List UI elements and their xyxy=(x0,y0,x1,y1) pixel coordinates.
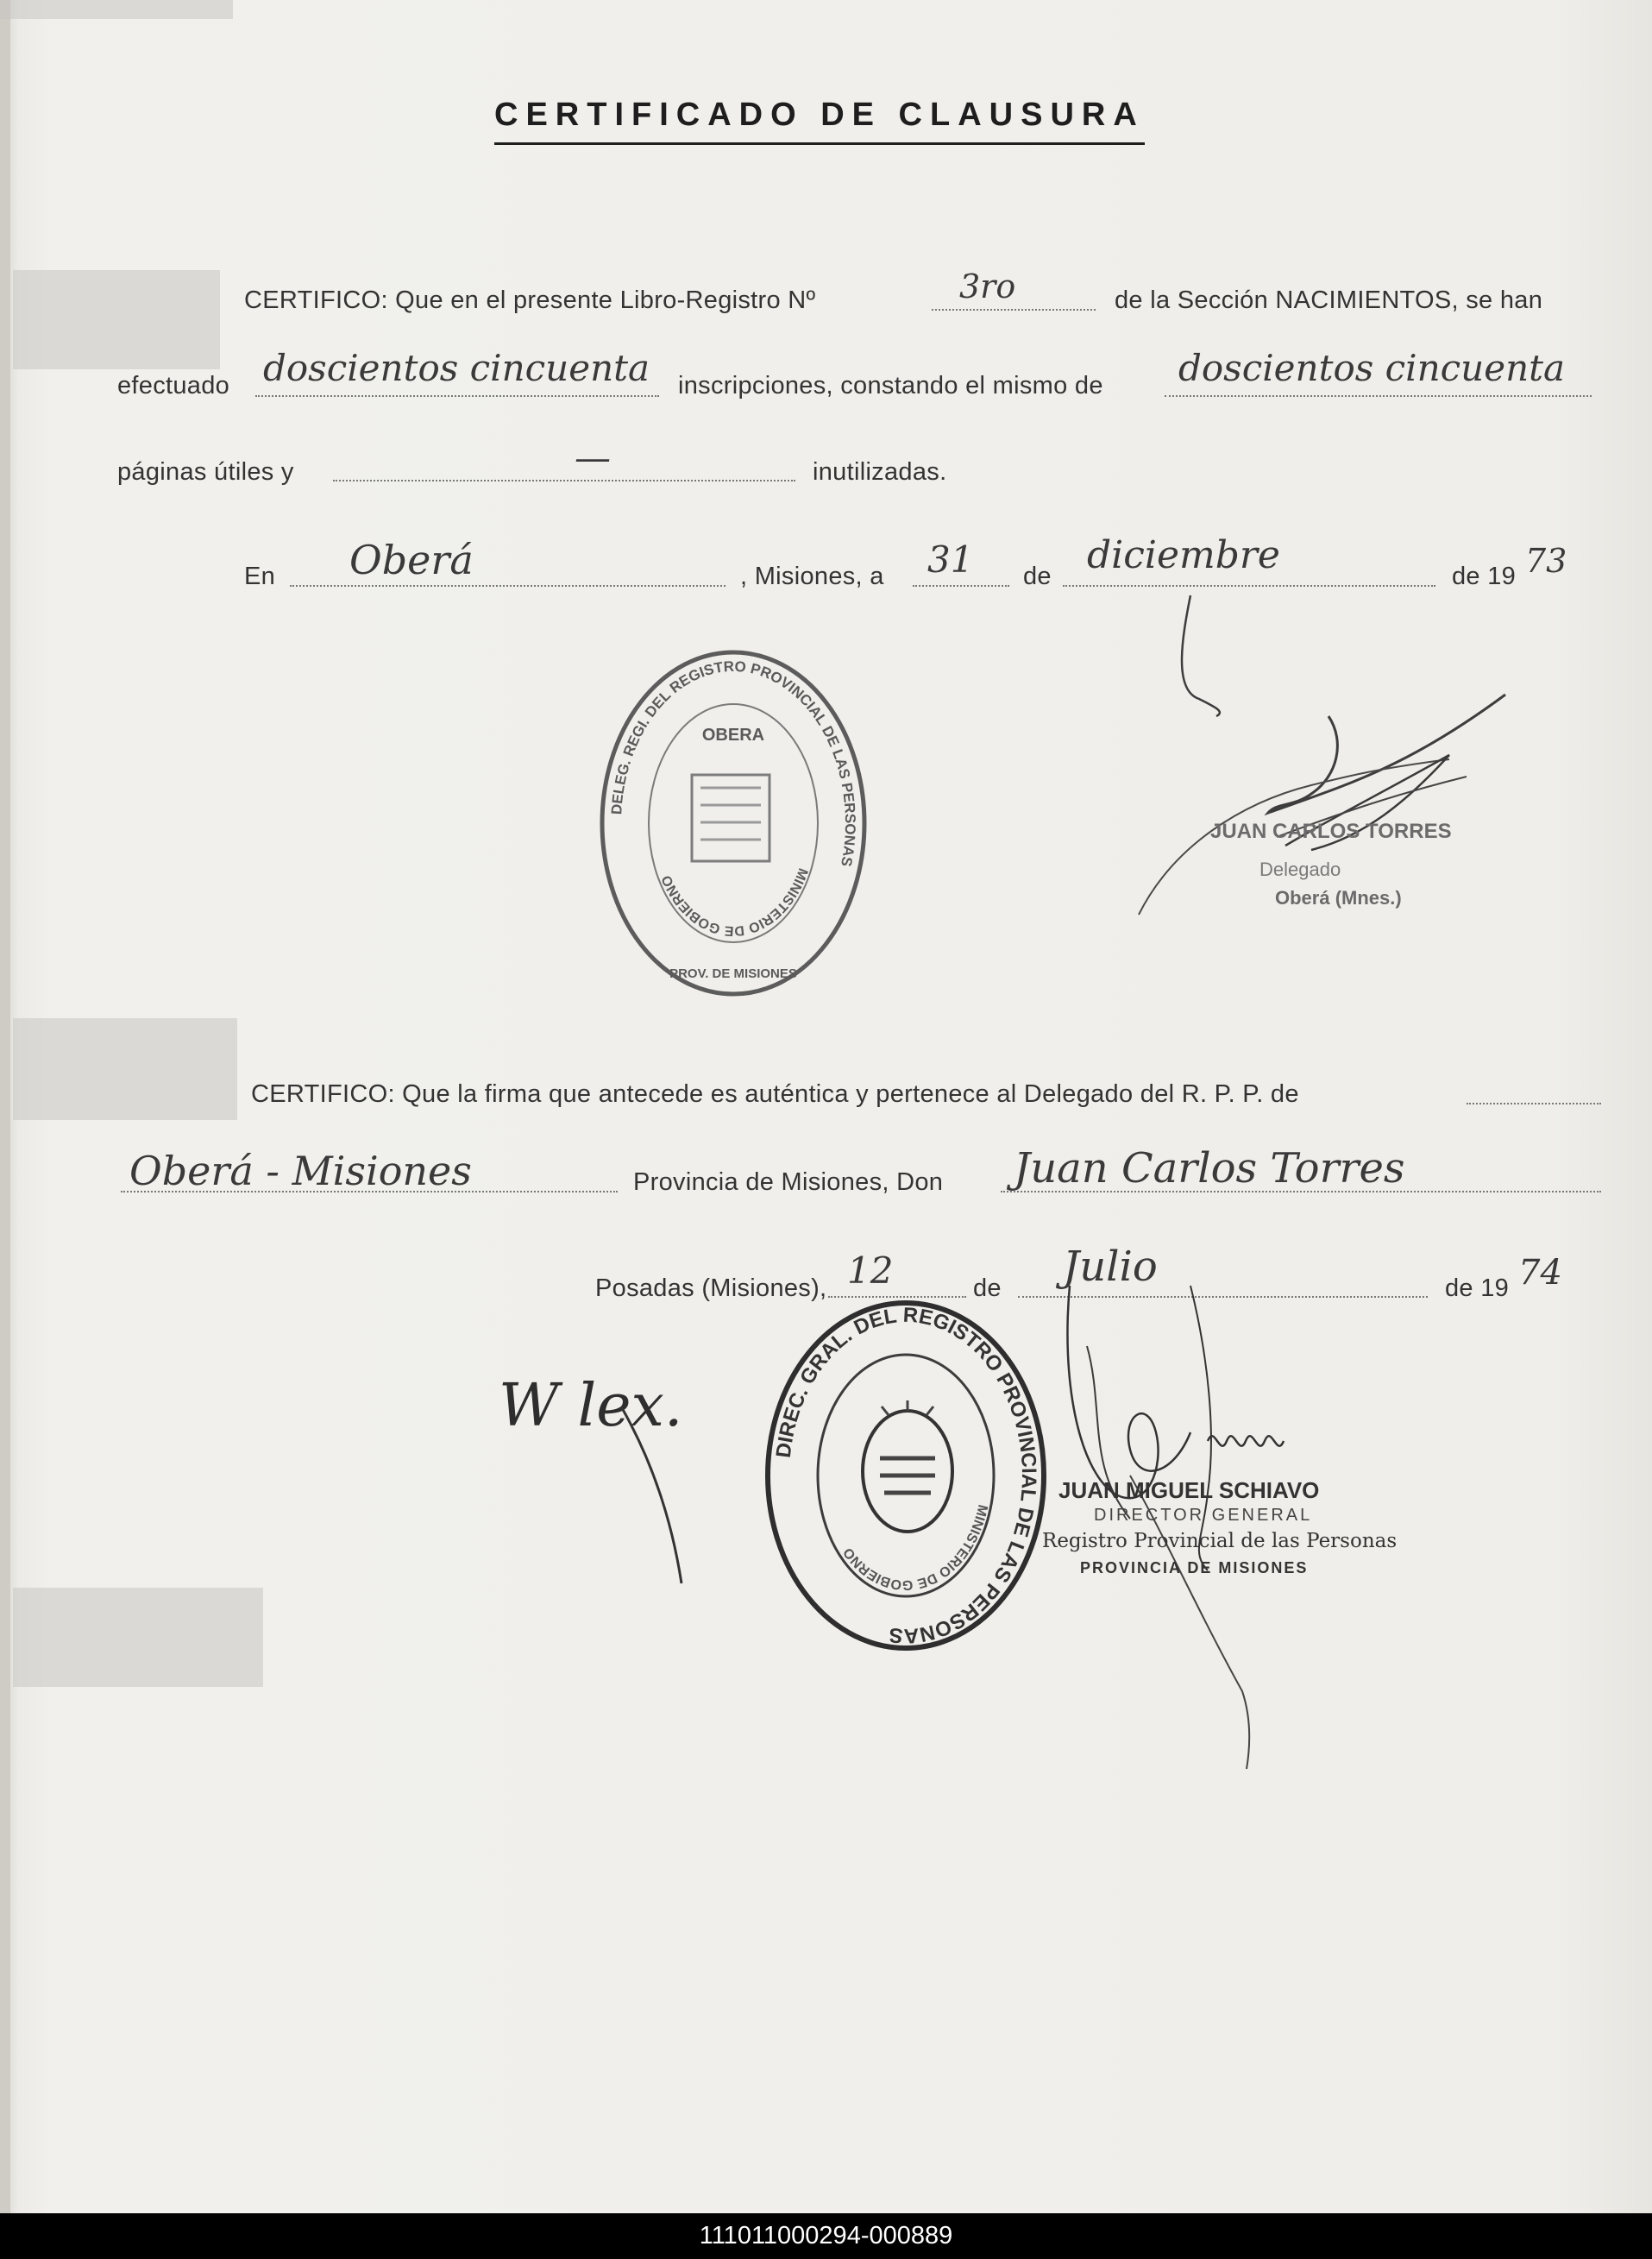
cert1-line3-a: páginas útiles y xyxy=(117,458,294,486)
signature1-role: Delegado xyxy=(1259,859,1341,880)
inutilizadas-written: — xyxy=(575,437,611,479)
cert2-de: de xyxy=(973,1274,1002,1302)
cert2-mes-written: Julio xyxy=(1063,1243,1158,1291)
cert2-dia-written: 12 xyxy=(847,1249,894,1292)
cert1-line3-b: inutilizadas. xyxy=(813,458,947,486)
footer-id-bar: 111011000294-000889 xyxy=(0,2213,1652,2259)
signature2-role: DIRECTOR GENERAL xyxy=(1094,1506,1313,1525)
libro-number: 3ro xyxy=(959,267,1016,305)
stamp1-outer-text: DELEG. REGI. DEL REGISTRO PROVINCIAL DE LAS PERSONAS xyxy=(608,658,859,868)
handwritten-annotation: W lex. xyxy=(499,1372,683,1440)
signature2-prov: PROVINCIA DE MISIONES xyxy=(1080,1559,1309,1576)
cert2-line2-mid: Provincia de Misiones, Don xyxy=(633,1168,944,1196)
cert1-line2-b: inscripciones, constando el mismo de xyxy=(678,372,1103,400)
cert2-year-written: 74 xyxy=(1518,1253,1562,1293)
cert1-misiones: , Misiones, a xyxy=(740,563,884,590)
stamp1-inner-text: MINISTERIO DE GOBIERNO xyxy=(659,865,811,939)
signature2-org: Registro Provincial de las Personas xyxy=(1042,1530,1398,1552)
dia-written: 31 xyxy=(927,538,974,581)
mes-written: diciembre xyxy=(1087,533,1280,577)
fill-line xyxy=(255,395,659,397)
cert2-year-prefix: de 19 xyxy=(1445,1274,1510,1302)
fill-line xyxy=(290,585,725,587)
year-written: 73 xyxy=(1525,542,1567,580)
cert1-de: de xyxy=(1023,563,1052,590)
inscripciones-written: doscientos cincuenta xyxy=(263,347,650,389)
tape-mark xyxy=(13,1018,237,1120)
fill-line xyxy=(333,480,795,481)
stamp2-inner-text: MINISTERIO DE GOBIERNO xyxy=(840,1503,990,1593)
cert2-nombre-written: Juan Carlos Torres xyxy=(1014,1144,1405,1192)
cert2-lugar-written: Oberá - Misiones xyxy=(129,1148,472,1194)
seal-stamp-obera xyxy=(595,645,871,1001)
fill-line xyxy=(1165,395,1592,397)
signature1-name: JUAN CARLOS TORRES xyxy=(1210,820,1452,843)
stamp2-outer-text: DIREC. GRAL. DEL REGISTRO PROVINCIAL DE LAS PERSONAS xyxy=(771,1303,1041,1648)
cert2-line1: CERTIFICO: Que la firma que antecede es auténtica y pertenece al Delegado del R. P. P. de xyxy=(251,1080,1299,1108)
tape-mark xyxy=(13,270,220,369)
fill-line xyxy=(1467,1103,1601,1104)
fill-line xyxy=(913,585,1009,587)
signature2-name: JUAN MIGUEL SCHIAVO xyxy=(1058,1477,1320,1503)
tape-mark xyxy=(13,1588,263,1687)
cert1-en: En xyxy=(244,563,276,590)
cert1-year-prefix: de 19 xyxy=(1452,563,1517,590)
paginas-written: doscientos cincuenta xyxy=(1178,347,1566,389)
fill-line xyxy=(932,309,1096,311)
cert1-line1-a: CERTIFICO: Que en el presente Libro-Registro Nº xyxy=(244,286,816,314)
cert1-line2-a: efectuado xyxy=(117,372,230,400)
annotation-stroke xyxy=(604,1389,725,1588)
cert1-line1-b: de la Sección NACIMIENTOS, se han xyxy=(1115,286,1543,314)
document-title: CERTIFICADO DE CLAUSURA xyxy=(494,97,1145,145)
signature1-place: Oberá (Mnes.) xyxy=(1275,887,1402,909)
lugar-written: Oberá xyxy=(349,537,474,583)
stamp1-bottom: PROV. DE MISIONES xyxy=(669,966,797,981)
page-edge xyxy=(0,0,10,2213)
coat-of-arms-icon xyxy=(863,1411,952,1532)
cert2-line3-a: Posadas (Misiones), xyxy=(595,1274,827,1302)
stamp1-city: OBERA xyxy=(701,726,765,745)
tape-mark xyxy=(0,0,233,19)
